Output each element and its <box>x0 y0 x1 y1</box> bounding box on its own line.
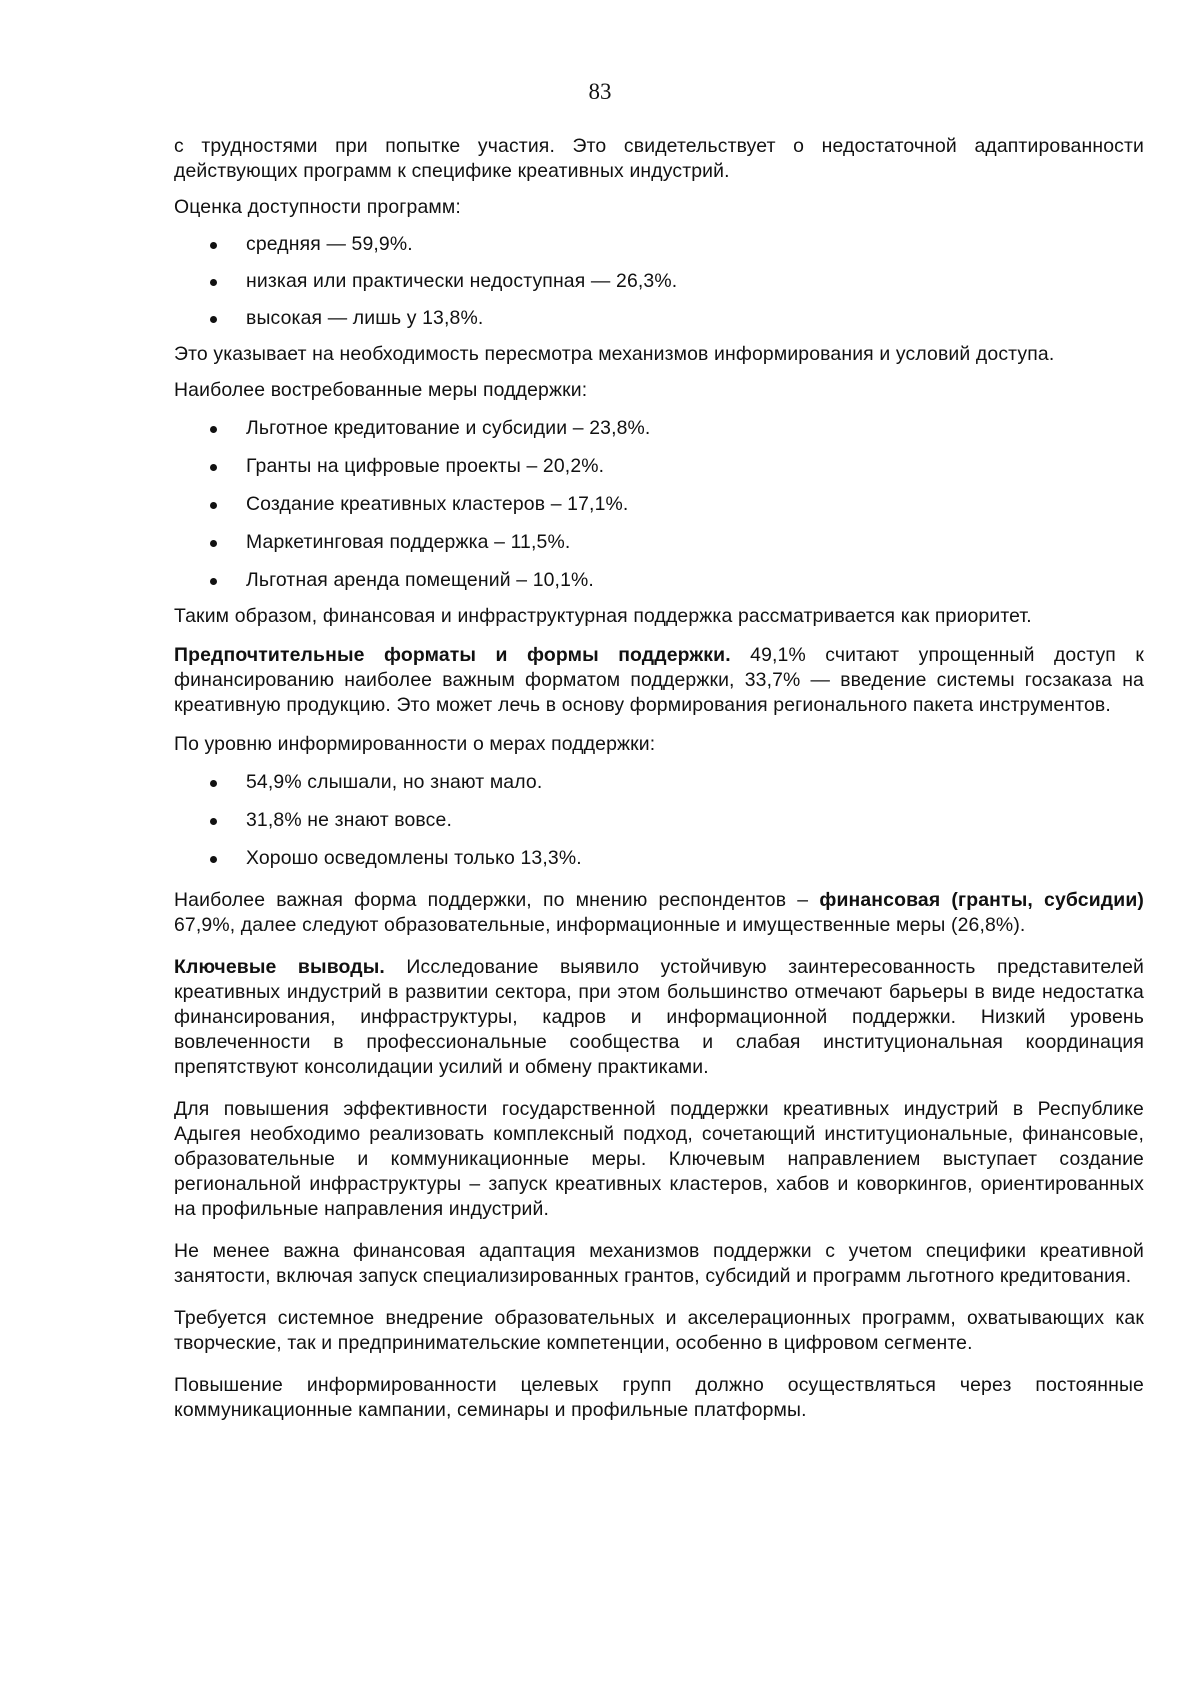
list-item <box>174 846 1144 871</box>
list-item <box>174 568 1144 593</box>
list-item <box>174 454 1144 479</box>
list-item <box>174 232 1144 257</box>
page-body <box>174 134 1144 1423</box>
form-text-lead: Наиболее важная форма поддержки, по мнению респондентов – <box>174 889 820 911</box>
bullet-icon <box>210 502 217 509</box>
formats-heading: Предпочтительные форматы и формы поддержки. <box>174 644 731 666</box>
bullet-icon <box>210 464 217 471</box>
list-item-text: 54,9% слышали, но знают мало. <box>246 771 543 793</box>
paragraph-approach: Для повышения эффективности государственной поддержки креативных индустрий в Республике Адыгея необходимо реализовать комплексный подход, сочетающий институциональные, финансовые, образовательные и коммуникационные меры. Ключевым направлением выступает создание региональной инфраструктуры – запуск креативных кластеров, хабов и коворкингов, ориентированных на профильные направления индустрий. <box>174 1098 1144 1220</box>
measures-list <box>174 416 1144 593</box>
list-item-text: Льготное кредитование и субсидии – 23,8%. <box>246 417 651 439</box>
form-text-tail: 67,9%, далее следуют образовательные, информационные и имущественные меры (26,8%). <box>174 914 1026 936</box>
conclusions-heading: Ключевые выводы. <box>174 956 385 978</box>
list-item-text: Хорошо осведомлены только 13,3%. <box>246 847 582 869</box>
accessibility-heading: Оценка доступности программ: <box>174 196 461 218</box>
list-item-text: низкая или практически недоступная — 26,3%. <box>246 270 678 292</box>
paragraph-communication: Повышение информированности целевых групп должно осуществляться через постоянные коммуникационные кампании, семинары и профильные платформы. <box>174 1374 1144 1421</box>
form-highlight: финансовая (гранты, субсидии) <box>819 889 1145 911</box>
paragraph-education: Требуется системное внедрение образовательных и акселерационных программ, охватывающих как творческие, так и предпринимательские компетенции, особенно в цифровом сегменте. <box>174 1307 1144 1354</box>
list-item <box>174 808 1144 833</box>
list-item <box>174 770 1144 795</box>
paragraph-intro: с трудностями при попытке участия. Это свидетельствует о недостаточной адаптированности действующих программ к специфике креативных индустрий. <box>174 135 1144 182</box>
bullet-icon <box>210 578 217 585</box>
bullet-icon <box>210 279 217 286</box>
bullet-icon <box>210 818 217 825</box>
bullet-icon <box>210 856 217 863</box>
list-item-text: Льготная аренда помещений – 10,1%. <box>246 569 594 591</box>
list-item-text: Создание креативных кластеров – 17,1%. <box>246 493 629 515</box>
bullet-icon <box>210 426 217 433</box>
measures-heading: Наиболее востребованные меры поддержки: <box>174 379 588 401</box>
list-item <box>174 416 1144 441</box>
bullet-icon <box>210 242 217 249</box>
list-item-text: 31,8% не знают вовсе. <box>246 809 452 831</box>
list-item <box>174 306 1144 331</box>
accessibility-list <box>174 232 1144 331</box>
list-item-text: высокая — лишь у 13,8%. <box>246 307 484 329</box>
formats-text: 49,1% считают упрощенный доступ к финансированию наиболее важным форматом поддержки, 33,7% — введение системы госзаказа на креативную продукцию. Это может лечь в основу формирования регионального пакета инструментов. <box>174 644 1144 716</box>
list-item <box>174 269 1144 294</box>
list-item <box>174 492 1144 517</box>
paragraph-preferred-form <box>174 888 1144 938</box>
awareness-heading: По уровню информированности о мерах поддержки: <box>174 733 656 755</box>
bullet-icon <box>210 540 217 547</box>
bullet-icon <box>210 316 217 323</box>
paragraph-priority: Таким образом, финансовая и инфраструктурная поддержка рассматривается как приоритет. <box>174 605 1032 627</box>
list-item-text: Гранты на цифровые проекты – 20,2%. <box>246 455 605 477</box>
paragraph-financial: Не менее важна финансовая адаптация механизмов поддержки с учетом специфики креативной занятости, включая запуск специализированных грантов, субсидий и программ льготного кредитования. <box>174 1240 1144 1287</box>
paragraph-conclusions <box>174 955 1144 1080</box>
paragraph-formats <box>174 643 1144 718</box>
paragraph-review: Это указывает на необходимость пересмотра механизмов информирования и условий доступа. <box>174 343 1055 365</box>
list-item-text: Маркетинговая поддержка – 11,5%. <box>246 531 571 553</box>
page-number: 83 <box>588 79 612 104</box>
bullet-icon <box>210 780 217 787</box>
awareness-list <box>174 770 1144 871</box>
conclusions-text: Исследование выявило устойчивую заинтересованность представителей креативных индустрий в развитии сектора, при этом большинство отмечают барьеры в виде недостатка финансирования, инфраструктуры, кадров и информационной поддержки. Низкий уровень вовлеченности в профессиональные сообщества и слабая институциональная координация препятствуют консолидации усилий и обмену практиками. <box>174 956 1145 1078</box>
list-item-text: средняя — 59,9%. <box>246 233 413 255</box>
list-item <box>174 530 1144 555</box>
